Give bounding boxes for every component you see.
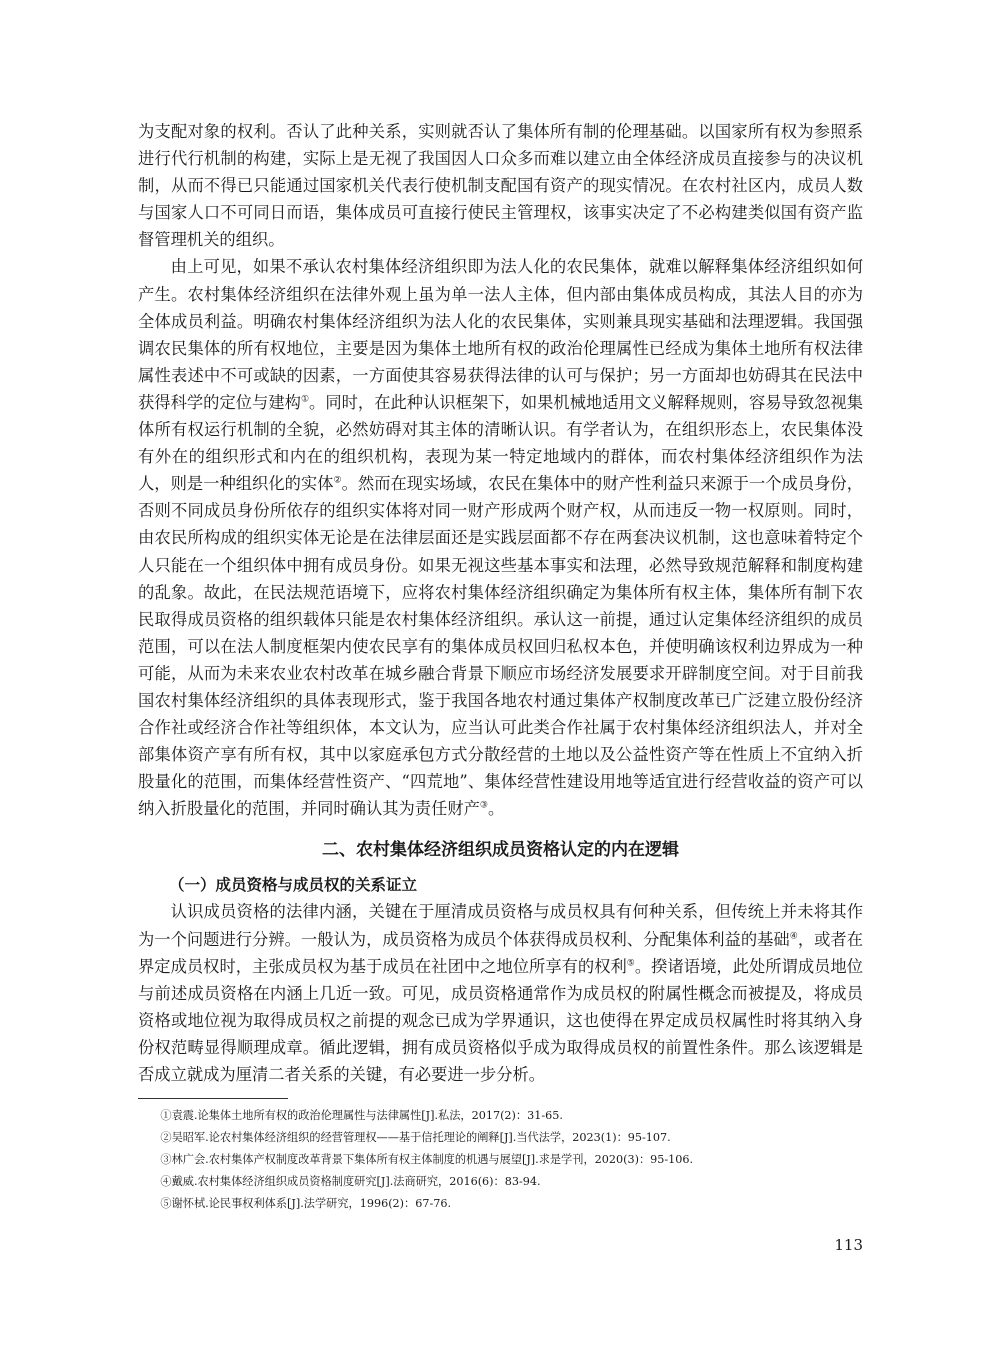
footnote-ref: ④: [789, 931, 798, 942]
footnote-item: ②吴昭军.论农村集体经济组织的经营管理权——基于信托理论的阐释[J].当代法学，2023(1)：95-107.: [160, 1131, 671, 1145]
footnotes: [138, 1105, 863, 1215]
text-segment: 。然而在现实场域，农民在集体中的财产性利益只来源于一个成员身份，否则不同成员身份所依存的组织实体将对同一财产形成两个财产权，从而违反一物一权原则。同时，由农民所构成的组织实体无论是在法律层面还是实践层面都不存在两套决议机制，这也意味着特定个人只能在一个组织体中拥有成员身份。如果无视这些基本事实和法理，必然导致规范解释和制度构建的乱象。故此，在民法规范语境下，应将农村集体经济组织确定为集体所有权主体，集体所有制下农民取得成员资格的组织载体只能是农村集体经济组织。承认这一前提，通过认定集体经济组织的成员范围，可以在法人制度框架内使农民享有的集体成员权回归私权本色，并使明确该权利边界成为一种可能，从而为未来农业农村改革在城乡融合背景下顺应市场经济发展要求开辟制度空间。对于目前我国农村集体经济组织的具体表现形式，鉴于我国各地农村通过集体产权制度改革已广泛建立股份经济合作社或经济合作社等组织体，本文认为，应当认可此类合作社属于农村集体经济组织法人，并对全部集体资产享有所有权，其中以家庭承包方式分散经营的土地以及公益性资产等在性质上不宜纳入折股量化的范围，而集体经营性资产、“四荒地”、集体经营性建设用地等适宜进行经营收益的资产可以纳入折股量化的范围，并同时确认其为责任财产: [138, 474, 863, 819]
footnote-item: ⑤谢怀栻.论民事权利体系[J].法学研究，1996(2)：67-76.: [160, 1197, 452, 1211]
paragraph: [138, 253, 863, 822]
text-segment: ，或者在界定成员权时，主张成员权为基于成员在社团中之地位所享有的权利: [138, 929, 863, 976]
footnote-item: ③林广会.农村集体产权制度改革背景下集体所有权主体制度的机遇与展望[J].求是学刊，2020(3)：95-106.: [160, 1153, 694, 1167]
footnote-ref: ②: [333, 475, 342, 486]
text-segment: 由上可见，如果不承认农村集体经济组织即为法人化的农民集体，就难以解释集体经济组织如何产生。农村集体经济组织在法律外观上虽为单一法人主体，但内部由集体成员构成，其法人目的亦为全体成员利益。明确农村集体经济组织为法人化的农民集体，实则兼具现实基础和法理逻辑。我国强调农民集体的所有权地位，主要是因为集体土地所有权的政治伦理属性已经成为集体土地所有权法律属性表述中不可或缺的因素，一方面使其容易获得法律的认可与保护；另一方面却也妨碍其在民法中获得科学的定位与建构: [138, 257, 863, 412]
paragraph: [138, 118, 863, 253]
page-body: [138, 118, 863, 1215]
section-title: 二、农村集体经济组织成员资格认定的内在逻辑: [322, 840, 679, 861]
subsection-title: （一）成员资格与成员权的关系证立: [169, 876, 418, 895]
footnote-item: ①袁震.论集体土地所有权的政治伦理属性与法律属性[J].私法，2017(2)：31-65.: [160, 1109, 563, 1123]
text-segment: 认识成员资格的法律内涵，关键在于厘清成员资格与成员权具有何种关系，但传统上并未将其作为一个问题进行分辨。一般认为，成员资格为成员个体获得成员权利、分配集体利益的基础: [138, 902, 863, 949]
body-text-block-2: [138, 898, 863, 1088]
footnote-ref: ①: [300, 394, 310, 405]
page-number: 113: [834, 1236, 863, 1254]
body-text-block-1: [138, 118, 863, 822]
footnote-ref: ⑤: [626, 958, 635, 969]
text-segment: 。: [488, 799, 505, 819]
footnote-divider: [138, 1098, 288, 1099]
paragraph: [138, 898, 863, 1088]
text-segment: 。同时，在此种认识框架下，如果机械地适用文义解释规则，容易导致忽视集体所有权运行机制的全貌，必然妨碍对其主体的清晰认识。有学者认为，在组织形态上，农民集体没有外在的组织形式和内在的组织机构，表现为某一特定地域内的群体，而农村集体经济组织作为法人，则是一种组织化的实体: [138, 392, 863, 494]
footnote-item: ④戴威.农村集体经济组织成员资格制度研究[J].法商研究，2016(6)：83-94.: [160, 1175, 541, 1189]
footnote-ref: ③: [479, 800, 488, 811]
text-segment: 。揆诸语境，此处所谓成员地位与前述成员资格在内涵上几近一致。可见，成员资格通常作为成员权的附属性概念而被提及，将成员资格或地位视为取得成员权之前提的观念已成为学界通识，这也使得在界定成员权属性时将其纳入身份权范畴显得顺理成章。循此逻辑，拥有成员资格似乎成为取得成员权的前置性条件。那么该逻辑是否成立就成为厘清二者关系的关键，有必要进一步分析。: [138, 956, 863, 1084]
text-segment: 为支配对象的权利。否认了此种关系，实则就否认了集体所有制的伦理基础。以国家所有权为参照系进行代行机制的构建，实际上是无视了我国因人口众多而难以建立由全体经济成员直接参与的决议机制，从而不得已只能通过国家机关代表行使机制支配国有资产的现实情况。在农村社区内，成员人数与国家人口不可同日而语，集体成员可直接行使民主管理权，该事实决定了不必构建类似国有资产监督管理机关的组织。: [138, 122, 863, 250]
